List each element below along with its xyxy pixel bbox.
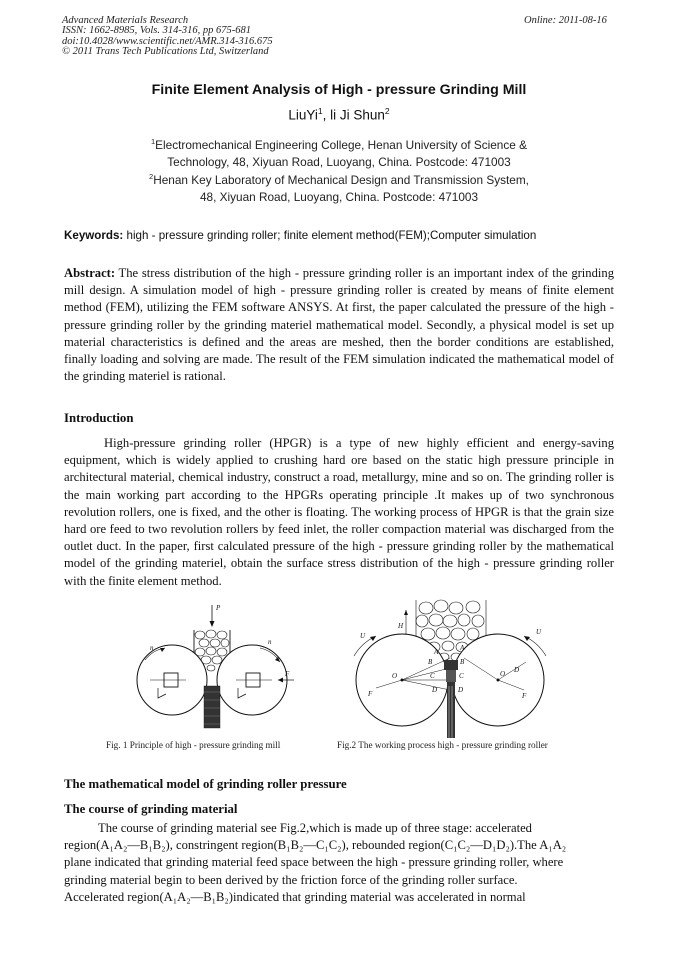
- fig2-label-u-right: U: [536, 628, 542, 636]
- figure-1-caption: Fig. 1 Principle of high - pressure grinding mill: [106, 740, 281, 750]
- online-date: Online: 2011-08-16: [524, 15, 607, 26]
- subsection-heading: The course of grinding material: [64, 802, 238, 816]
- author-separator: ,: [322, 107, 331, 123]
- issn-line: ISSN: 1662-8985, Vols. 314-316, pp 675-681: [62, 25, 251, 37]
- affiliation-1-text-1: Electromechanical Engineering College, Henan University of Science &: [155, 137, 527, 152]
- fig1-label-n-right: n: [268, 638, 272, 646]
- figure-1-principle-diagram: [120, 602, 300, 742]
- fig2-label-d2: D: [458, 686, 464, 694]
- abstract-text: The stress distribution of the high - pressure grinding roller is an important index of the grinding mill design. A simulation model of high - pressure grinding roller is created by means of finite element method (FEM), utilizing the FEM software ANSYS. At first, the paper calculated the pressure of the high - pressure grinding roller by the grinding materiel mathematical model. Secondly, a physical model is set up material characteristics is defined and the areas are meshed, then the border conditions are established, finally loading and solving are made. The result of the FEM simulation indicated the mathematical model of the grinding materiel is rational.: [64, 266, 614, 384]
- fig2-label-h: H: [398, 622, 404, 630]
- fig2-label-f-left: F: [368, 690, 373, 698]
- section-paragraph-line-3: plane indicated that grinding material feed space between the high - pressure grinding roller, where: [64, 855, 564, 870]
- keywords: [64, 229, 536, 242]
- fig2-label-d: D: [514, 666, 520, 674]
- affiliation-2-line-2: 48, Xiyuan Road, Luoyang, China. Postcode: 471003: [199, 190, 479, 204]
- figure-2-working-process-diagram: [346, 598, 591, 738]
- fig2-label-a1: A: [434, 648, 439, 656]
- section-paragraph-line-5: Accelerated region(A₁A₂—B₁B₂)indicated that grinding material was accelerated in normal: [64, 889, 526, 904]
- introduction-text: High-pressure grinding roller (HPGR) is a type of new highly efficient and energy-saving equipment, which is widely applied to crushing hard ore based on the static high pressure principle in architectural material, chemical industry, construct a road, metallurgy, mine and so on. The grinding roller is the main working part according to the HPGRs operating principle .It makes up of two synchronous revolution rollers, one is fixed, and the other is floating. The working process of HPGR is that the grain size hard ore feed to two revolution rollers by feed inlet, the roller compaction material was discharged from the outlet duct. In the paper, first calculated pressure of the high - pressure grinding roller by the mathematical model of the grinding materiel, obtain the surface stress distribution of the high - pressure grinding roller with the finite element method.: [64, 436, 614, 588]
- abstract-label: Abstract:: [64, 266, 116, 280]
- affiliation-1-sup: 1: [151, 137, 156, 146]
- doi-line: doi:10.4028/www.scientific.net/AMR.314-316.675: [62, 35, 273, 47]
- section-paragraph-line-2: region(A₁A₂—B₁B₂), constringent region(B₁B₂—C₁C₂), rebounded region(C₁C₂—D₁D₂).The A₁A₂: [64, 838, 567, 853]
- fig1-label-f: F: [285, 670, 290, 678]
- journal-header: [62, 16, 273, 58]
- fig2-label-f-right: F: [522, 692, 527, 700]
- abstract: [64, 265, 614, 385]
- fig1-compacted-material: [204, 686, 220, 728]
- author-2-sup: 2: [384, 106, 390, 116]
- author-1: LiuYi: [288, 107, 318, 123]
- figure-2-caption: Fig.2 The working process high - pressure grinding roller: [337, 740, 548, 750]
- section-heading: The mathematical model of grinding roller pressure: [64, 777, 347, 791]
- copyright-line: © 2011 Trans Tech Publications Ltd, Switzerland: [62, 46, 269, 58]
- section-paragraph-line-4: grinding material begin to been derived by the friction force of the grinding roller surface.: [64, 872, 518, 887]
- fig2-label-a2: A: [460, 644, 465, 652]
- fig1-label-n-left: n: [150, 644, 154, 652]
- fig2-label-u-left: U: [360, 632, 366, 640]
- section-paragraph: [64, 820, 614, 906]
- keywords-text: high - pressure grinding roller; finite element method(FEM);Computer simulation: [123, 229, 537, 242]
- affiliation-2-line-1: [0, 172, 678, 187]
- affiliation-1-line-2: Technology, 48, Xiyuan Road, Luoyang, China. Postcode: 471003: [167, 155, 511, 169]
- fig1-label-p: P: [216, 604, 221, 612]
- fig2-label-o1: O: [392, 672, 398, 680]
- author-2: li Ji Shun: [330, 107, 385, 123]
- affiliation-2-sup: 2: [149, 172, 154, 181]
- keywords-label: Keywords:: [64, 229, 124, 242]
- section-paragraph-line-1: The course of grinding material see Fig.2,which is made up of three stage: accelerated: [98, 821, 532, 835]
- fig2-label-o2: O: [500, 670, 506, 678]
- introduction-heading: Introduction: [64, 411, 134, 425]
- fig2-label-c1: C: [430, 672, 435, 680]
- fig2-label-b2: B: [460, 658, 465, 666]
- fig2-label-c2: C: [459, 672, 464, 680]
- affiliation-2-text-1: Henan Key Laboratory of Mechanical Design and Transmission System,: [153, 172, 529, 187]
- fig2-label-d1: D: [432, 686, 438, 694]
- author-line: [0, 106, 678, 123]
- author-1-sup: 1: [317, 106, 323, 116]
- paper-title: Finite Element Analysis of High - pressure Grinding Mill: [151, 82, 527, 98]
- journal-name: Advanced Materials Research: [62, 15, 189, 26]
- affiliation-1-line-1: [0, 137, 678, 152]
- fig2-label-b1: B: [428, 658, 433, 666]
